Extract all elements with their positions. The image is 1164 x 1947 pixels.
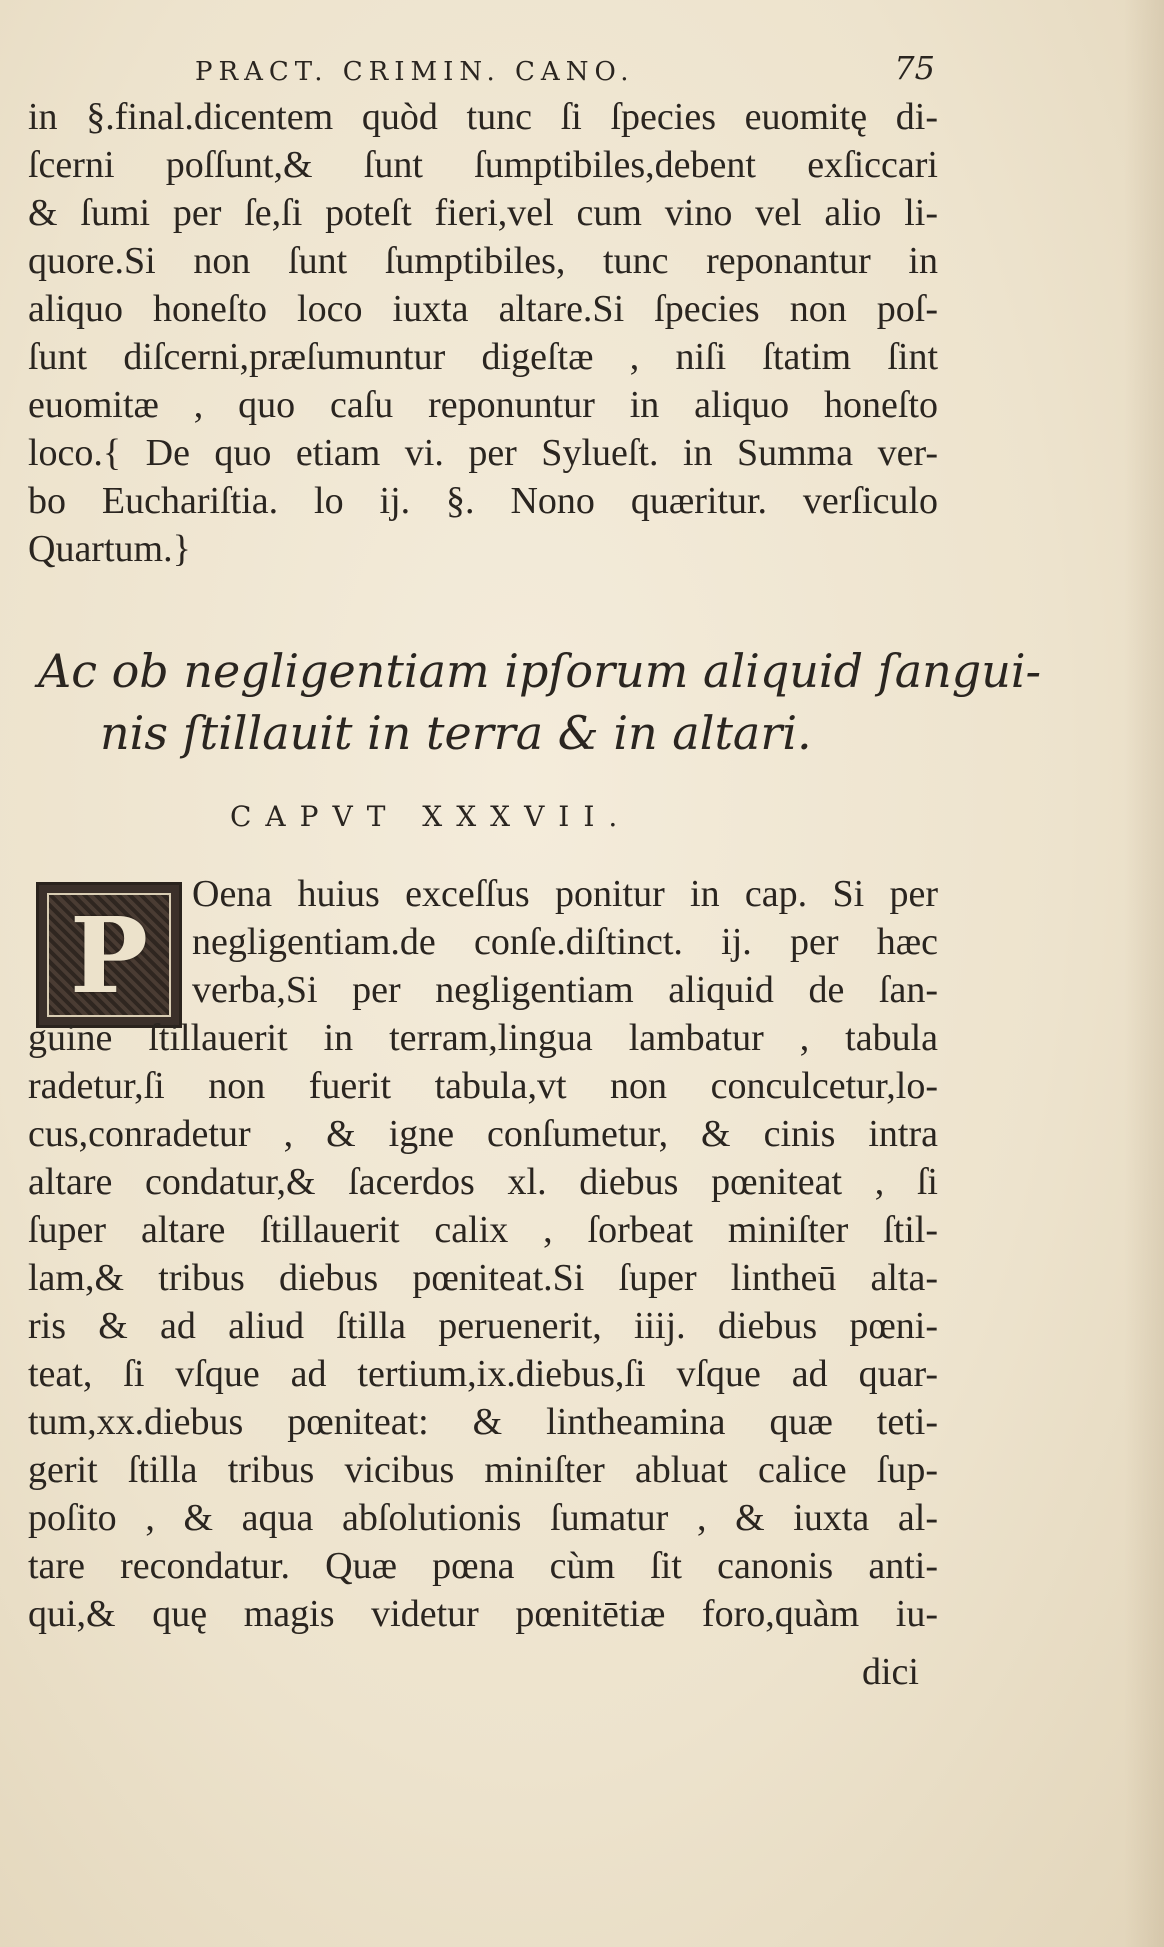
text-line: radetur,ſi non fuerit tabula,vt non conculcetur,lo- xyxy=(28,1065,938,1107)
rubric-line: Ac ob negligentiam ipſorum aliquid ſangui- xyxy=(38,644,1042,698)
text-line: gerit ſtilla tribus vicibus miniſter abluat calice ſup- xyxy=(28,1449,938,1491)
text-line: tare recondatur. Quæ pœna cùm ſit canonis anti- xyxy=(28,1545,938,1587)
text-line: Quartum.} xyxy=(28,528,191,570)
text-line: Oena huius exceſſus ponitur in cap. Si per xyxy=(192,873,938,915)
text-line: ſcerni poſſunt,& ſunt ſumptibiles,debent exſiccari xyxy=(28,144,938,186)
chapter-heading: CAPVT XXXVII. xyxy=(230,800,632,833)
section-rubric xyxy=(38,640,1042,764)
text-line: aliquo honeſto loco iuxta altare.Si ſpecies non poſ- xyxy=(28,288,938,330)
text-line: negligentiam.de conſe.diſtinct. ij. per hæc xyxy=(192,921,938,963)
rubric-line: nis ſtillauit in terra & in altari. xyxy=(100,706,812,760)
page-number: 75 xyxy=(894,49,935,87)
text-line: in §.final.dicentem quòd tunc ſi ſpecies euomitę di- xyxy=(28,96,938,138)
text-line: altare condatur,& ſacerdos xl. diebus pœniteat , ſi xyxy=(28,1161,938,1203)
text-line: loco.{ De quo etiam vi. per Sylueſt. in Summa ver- xyxy=(28,432,938,474)
text-line: verba,Si per negligentiam aliquid de ſan- xyxy=(192,969,938,1011)
paragraph-body xyxy=(28,1014,938,1638)
decorated-initial xyxy=(36,882,182,1028)
text-line: euomitæ , quo caſu reponuntur in aliquo honeſto xyxy=(28,384,938,426)
text-line: & ſumi per ſe,ſi poteſt fieri,vel cum vino vel alio li- xyxy=(28,192,938,234)
paragraph-continued xyxy=(28,93,938,573)
text-line: ſunt diſcerni,præſumuntur digeſtæ , niſi ſtatim ſint xyxy=(28,336,938,378)
initial-letter: P xyxy=(69,893,149,1017)
text-line: ris & ad aliud ſtilla peruenerit, iiij. diebus pœni- xyxy=(28,1305,938,1347)
text-line: tum,xx.diebus pœniteat: & lintheamina quæ teti- xyxy=(28,1401,938,1443)
text-line: ſuper altare ſtillauerit calix , ſorbeat miniſter ſtil- xyxy=(28,1209,938,1251)
text-line: qui,& quę magis videtur pœnitētiæ foro,quàm iu- xyxy=(28,1593,938,1635)
text-line: poſito , & aqua abſolutionis ſumatur , & iuxta al- xyxy=(28,1497,938,1539)
text-line: bo Euchariſtia. lo ij. §. Nono quæritur. verſiculo xyxy=(28,480,938,522)
text-line: guine ſtillauerit in terram,lingua lambatur , tabula xyxy=(28,1017,938,1059)
text-line: cus,conradetur , & igne conſumetur, & cinis intra xyxy=(28,1113,938,1155)
paragraph-opening xyxy=(192,870,938,1014)
text-line: lam,& tribus diebus pœniteat.Si ſuper lintheū alta- xyxy=(28,1257,938,1299)
text-line: teat, ſi vſque ad tertium,ix.diebus,ſi vſque ad quar- xyxy=(28,1353,938,1395)
text-line: quore.Si non ſunt ſumptibiles, tunc reponantur in xyxy=(28,240,938,282)
running-title: PRACT. CRIMIN. CANO. xyxy=(195,57,635,87)
running-header xyxy=(195,49,955,92)
catchword: dici xyxy=(862,1651,919,1693)
